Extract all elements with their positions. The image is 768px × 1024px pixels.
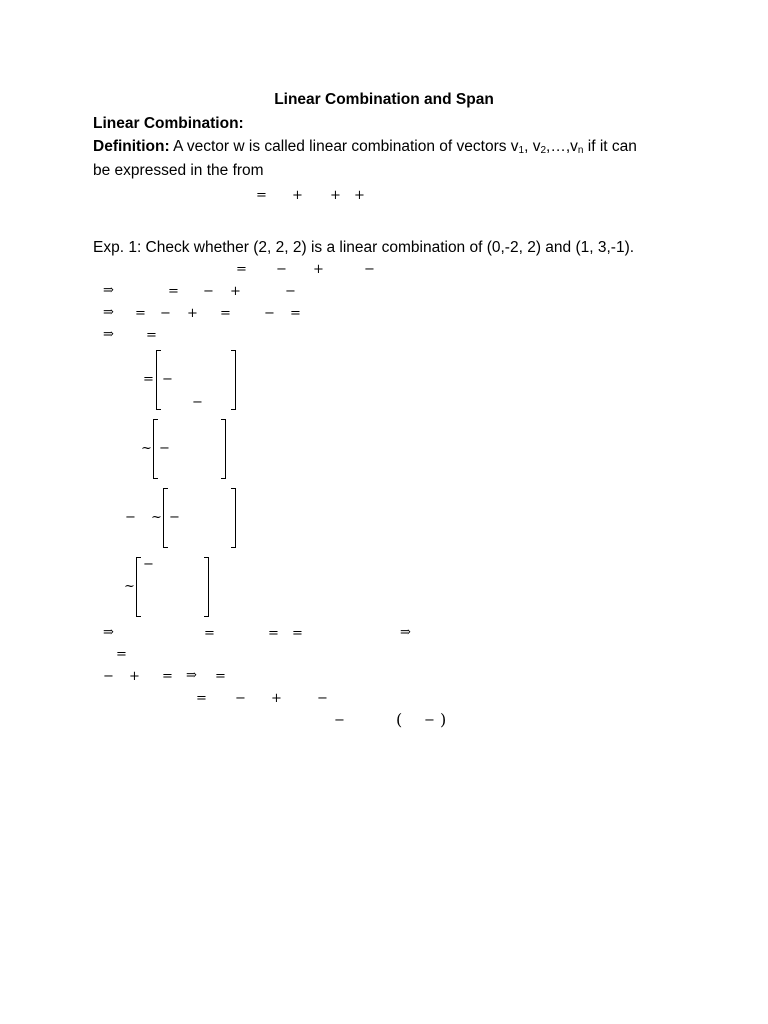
minus-symbol: − bbox=[235, 691, 246, 706]
matrix-left-bracket bbox=[153, 419, 158, 479]
plus-symbol: + bbox=[230, 284, 241, 299]
definition-label: Definition: bbox=[93, 138, 170, 155]
matrix-left-bracket bbox=[156, 350, 161, 410]
implies-symbol: ⇒ bbox=[400, 625, 411, 640]
row-equivalent-symbol: ~ bbox=[151, 510, 162, 525]
minus-symbol: − bbox=[143, 557, 154, 572]
matrix-left-bracket bbox=[163, 488, 168, 548]
eq-symbol: = bbox=[162, 669, 173, 684]
eq-symbol: = bbox=[220, 306, 231, 321]
definition-text-4: if it can bbox=[583, 138, 637, 155]
eq-symbol: = bbox=[168, 284, 179, 299]
definition-text-3: ,…,v bbox=[546, 138, 578, 155]
definition-sub-2: 2 bbox=[540, 145, 547, 156]
matrix-left-bracket bbox=[136, 557, 141, 617]
implies-symbol: ⇒ bbox=[103, 327, 114, 342]
right-paren: ) bbox=[440, 710, 447, 729]
eq-symbol: = bbox=[256, 188, 267, 203]
plus-symbol: + bbox=[187, 306, 198, 321]
minus-symbol: − bbox=[285, 284, 296, 299]
definition-sub-1: 1 bbox=[518, 145, 525, 156]
eq-symbol: = bbox=[146, 328, 157, 343]
minus-symbol: − bbox=[159, 441, 170, 456]
implies-symbol: ⇒ bbox=[103, 625, 114, 640]
minus-symbol: − bbox=[264, 306, 275, 321]
plus-symbol: + bbox=[129, 669, 140, 684]
minus-symbol: − bbox=[103, 669, 114, 684]
minus-symbol: − bbox=[424, 713, 435, 728]
plus-symbol: + bbox=[271, 691, 282, 706]
eq-symbol: = bbox=[116, 647, 127, 662]
minus-symbol: − bbox=[276, 262, 287, 277]
eq-symbol: = bbox=[143, 372, 154, 387]
eq-symbol: = bbox=[236, 262, 247, 277]
implies-symbol: ⇒ bbox=[103, 305, 114, 320]
minus-symbol: − bbox=[125, 510, 136, 525]
minus-symbol: − bbox=[203, 284, 214, 299]
example-statement: Exp. 1: Check whether (2, 2, 2) is a linear combination of (0,-2, 2) and (1, 3,-1). bbox=[93, 239, 635, 256]
eq-symbol: = bbox=[268, 626, 279, 641]
plus-symbol: + bbox=[330, 188, 341, 203]
row-equivalent-symbol: ~ bbox=[124, 579, 135, 594]
plus-symbol: + bbox=[313, 262, 324, 277]
eq-symbol: = bbox=[204, 626, 215, 641]
matrix-right-bracket bbox=[204, 557, 209, 617]
definition-text-1: A vector w is called linear combination of vectors v bbox=[169, 138, 519, 155]
definition-sub-n: n bbox=[577, 145, 584, 156]
plus-symbol: + bbox=[292, 188, 303, 203]
eq-symbol: = bbox=[290, 306, 301, 321]
section-heading: Linear Combination: bbox=[93, 115, 244, 132]
minus-symbol: − bbox=[160, 306, 171, 321]
minus-symbol: − bbox=[192, 395, 203, 410]
minus-symbol: − bbox=[364, 262, 375, 277]
left-paren: ( bbox=[396, 710, 403, 729]
implies-symbol: ⇒ bbox=[186, 668, 197, 683]
matrix-right-bracket bbox=[221, 419, 226, 479]
definition-text-2: , v bbox=[524, 138, 541, 155]
row-equivalent-symbol: ~ bbox=[141, 441, 152, 456]
definition-line-2: be expressed in the from bbox=[93, 162, 264, 179]
plus-symbol: + bbox=[354, 188, 365, 203]
matrix-right-bracket bbox=[231, 350, 236, 410]
eq-symbol: = bbox=[135, 306, 146, 321]
eq-symbol: = bbox=[292, 626, 303, 641]
minus-symbol: − bbox=[162, 372, 173, 387]
eq-symbol: = bbox=[215, 669, 226, 684]
minus-symbol: − bbox=[169, 510, 180, 525]
eq-symbol: = bbox=[196, 691, 207, 706]
minus-symbol: − bbox=[317, 691, 328, 706]
definition-line-1 bbox=[93, 137, 637, 161]
page-title: Linear Combination and Span bbox=[274, 91, 494, 108]
matrix-right-bracket bbox=[231, 488, 236, 548]
implies-symbol: ⇒ bbox=[103, 283, 114, 298]
minus-symbol: − bbox=[334, 713, 345, 728]
